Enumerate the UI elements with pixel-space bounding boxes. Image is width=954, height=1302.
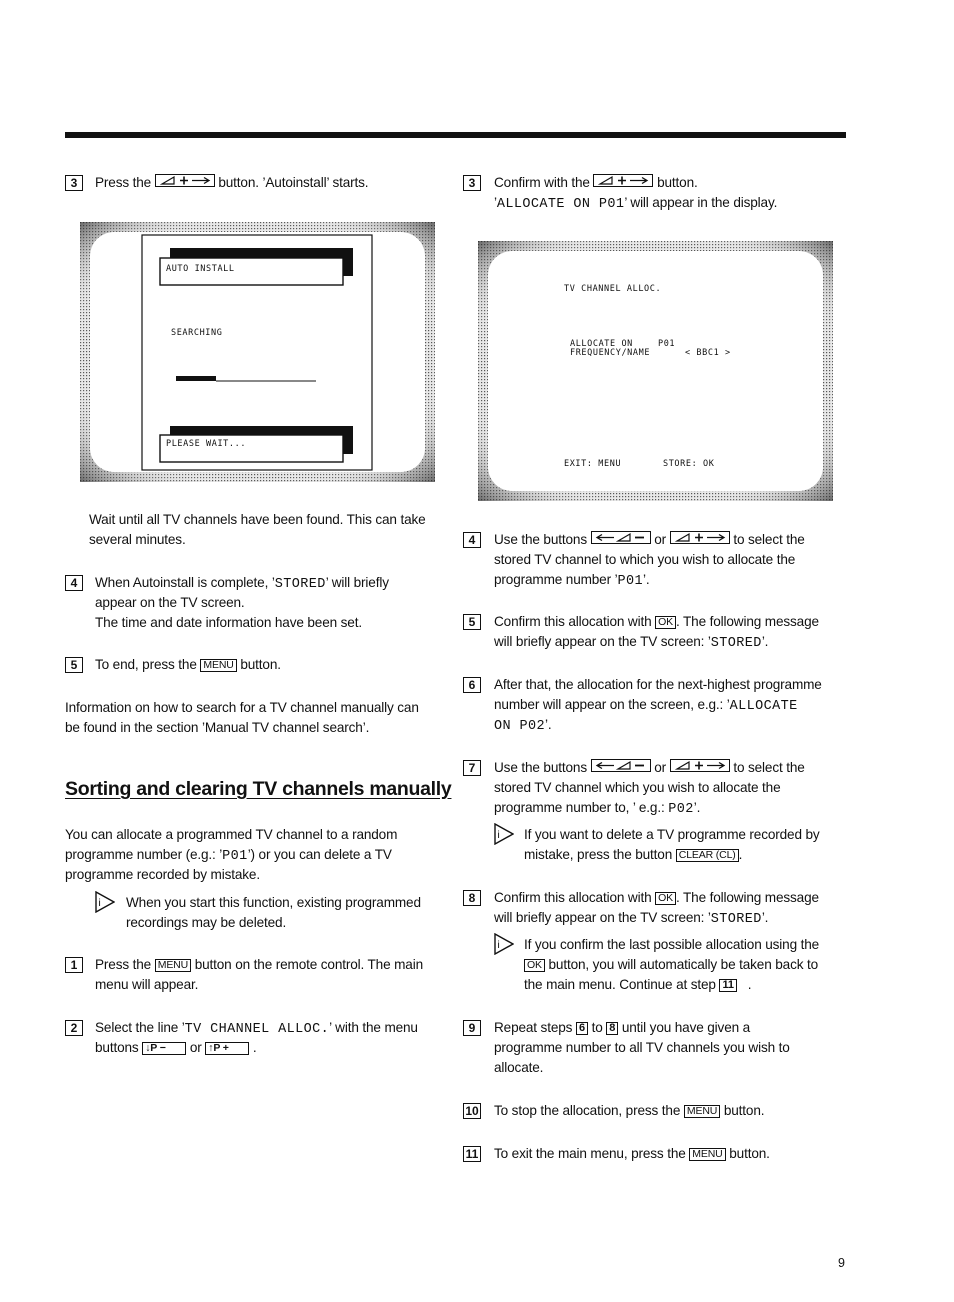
svg-text:i: i [98,898,101,909]
step-number: 1 [65,957,83,973]
step-10-text: To stop the allocation, press the MENU button. [494,1103,765,1118]
alloc-screen-title: TV CHANNEL ALLOC. [564,284,662,294]
ok-key: OK [655,892,676,905]
step-number: 10 [463,1103,481,1119]
wait-text-1: Wait until all TV channels have been found. This can take [89,512,426,527]
step-3-text: Press the button. ’Autoinstall’ starts. [95,175,369,190]
ok-key: OK [655,616,676,629]
step-5-right-line-1: Confirm this allocation with OK . The following message [494,614,819,629]
programme-down-key: ↓P − [142,1042,186,1055]
step-number: 7 [463,760,481,776]
info-triangle-icon [95,891,115,913]
step-number: 8 [463,890,481,906]
step-8-line-2: will briefly appear on the TV screen: ’STORED’. [494,910,769,927]
tv-back-minus-icon [591,531,651,544]
step-number: 4 [463,532,481,548]
step-number: 2 [65,1020,83,1036]
svg-text:i: i [497,830,500,841]
step-2-line-1: Select the line ’TV CHANNEL ALLOC.’ with the menu [95,1020,418,1037]
intro-line-2: programme number (e.g.: ’P01’) or you can delete a TV [65,847,392,864]
menu-key: MENU [689,1148,725,1161]
step-3-right-line-2: ’ALLOCATE ON P01’ will appear in the display. [494,195,778,212]
note-1-line-2: recordings may be deleted. [126,915,287,930]
step-7-line-2: stored TV channel which you wish to allocate the [494,780,781,795]
note-2-line-2: mistake, press the button CLEAR (CL) . [524,847,743,862]
allocate-value: P01 [658,339,676,349]
step-1-line-2: menu will appear. [95,977,199,992]
screen-wait: PLEASE WAIT... [166,439,247,449]
store-hint: STORE: OK [663,459,715,469]
step-ref: 11 [719,979,736,992]
exit-hint: EXIT: MENU [564,459,622,469]
intro-line-3: programme recorded by mistake. [65,867,260,882]
step-4-line-3: The time and date information have been set. [95,615,362,630]
step-number: 4 [65,575,83,591]
ok-key: OK [524,959,545,972]
tv-back-minus-icon [591,759,651,772]
allocate-label: ALLOCATE ON [570,339,633,349]
step-8-line-1: Confirm this allocation with OK . The following message [494,890,819,905]
tv-forward-plus-icon [155,174,215,187]
step-4-right-line-2: stored TV channel to which you wish to allocate the [494,552,796,567]
svg-text:i: i [497,940,500,951]
step-4-line-1: When Autoinstall is complete, ’STORED’ will briefly [95,575,389,592]
step-5-right-line-2: will briefly appear on the TV screen: ’STORED’. [494,634,769,651]
step-7-line-3: programme number to, ’ e.g.: P02’. [494,800,701,817]
step-6-line-1: After that, the allocation for the next-highest programme [494,677,822,692]
step-9-line-3: allocate. [494,1060,544,1075]
screen-title: AUTO INSTALL [166,264,235,274]
tv-forward-plus-icon [670,759,730,772]
note-1-line-1: When you start this function, existing programmed [126,895,421,910]
step-number: 5 [65,657,83,673]
info-triangle-icon [494,933,514,955]
menu-key: MENU [684,1105,720,1118]
step-5-text: To end, press the MENU button. [95,657,281,672]
step-7-line-1: Use the buttons or to select the [494,760,805,775]
programme-up-key: ↑P + [205,1042,249,1055]
step-number: 11 [463,1146,481,1162]
menu-key: MENU [155,959,191,972]
tv-forward-plus-icon [670,531,730,544]
tv-screen-channel-alloc [478,241,833,501]
step-9-line-2: programme number to all TV channels you wish to [494,1040,790,1055]
step-6-line-3: ON P02’. [494,717,552,734]
step-number: 5 [463,614,481,630]
tv-forward-plus-icon [593,174,653,187]
page-number: 9 [838,1256,845,1270]
screen-searching: SEARCHING [171,328,223,338]
step-4-line-2: appear on the TV screen. [95,595,245,610]
info-text-1: Information on how to search for a TV channel manually can [65,700,419,715]
note-3-line-3: the main menu. Continue at step 11 . [524,977,752,992]
step-4-right-line-3: programme number ’P01’. [494,572,650,589]
step-6-line-2: number will appear on the screen, e.g.: ’ALLOCATE [494,697,798,714]
tv-screen-autoinstall [80,222,435,482]
section-heading: Sorting and clearing TV channels manually [65,778,452,800]
step-11-text: To exit the main menu, press the MENU button. [494,1146,770,1161]
note-2-line-1: If you want to delete a TV programme recorded by [524,827,820,842]
step-number: 9 [463,1020,481,1036]
step-number: 3 [463,175,481,191]
frequency-value: < BBC1 > [685,348,731,358]
intro-line-1: You can allocate a programmed TV channel to a random [65,827,398,842]
step-ref: 6 [576,1022,588,1035]
frequency-label: FREQUENCY/NAME [570,348,651,358]
step-3-right-line-1: Confirm with the button. [494,175,698,190]
step-2-line-2: buttons ↓P − or ↑P + . [95,1040,257,1055]
step-number: 3 [65,175,83,191]
step-9-line-1: Repeat steps 6 to 8 until you have given a [494,1020,751,1035]
step-1-line-1: Press the MENU button on the remote control. The main [95,957,423,972]
wait-text-2: several minutes. [89,532,186,547]
info-triangle-icon [494,823,514,845]
top-rule [65,132,846,138]
note-3-line-1: If you confirm the last possible allocation using the [524,937,820,952]
clear-key: CLEAR (CL) [676,849,739,862]
step-4-right-line-1: Use the buttons or to select the [494,532,805,547]
info-text-2: be found in the section ’Manual TV channel search’. [65,720,370,735]
step-number: 6 [463,677,481,693]
step-ref: 8 [606,1022,618,1035]
note-3-line-2: OK button, you will automatically be taken back to [524,955,818,975]
menu-key: MENU [200,659,236,672]
